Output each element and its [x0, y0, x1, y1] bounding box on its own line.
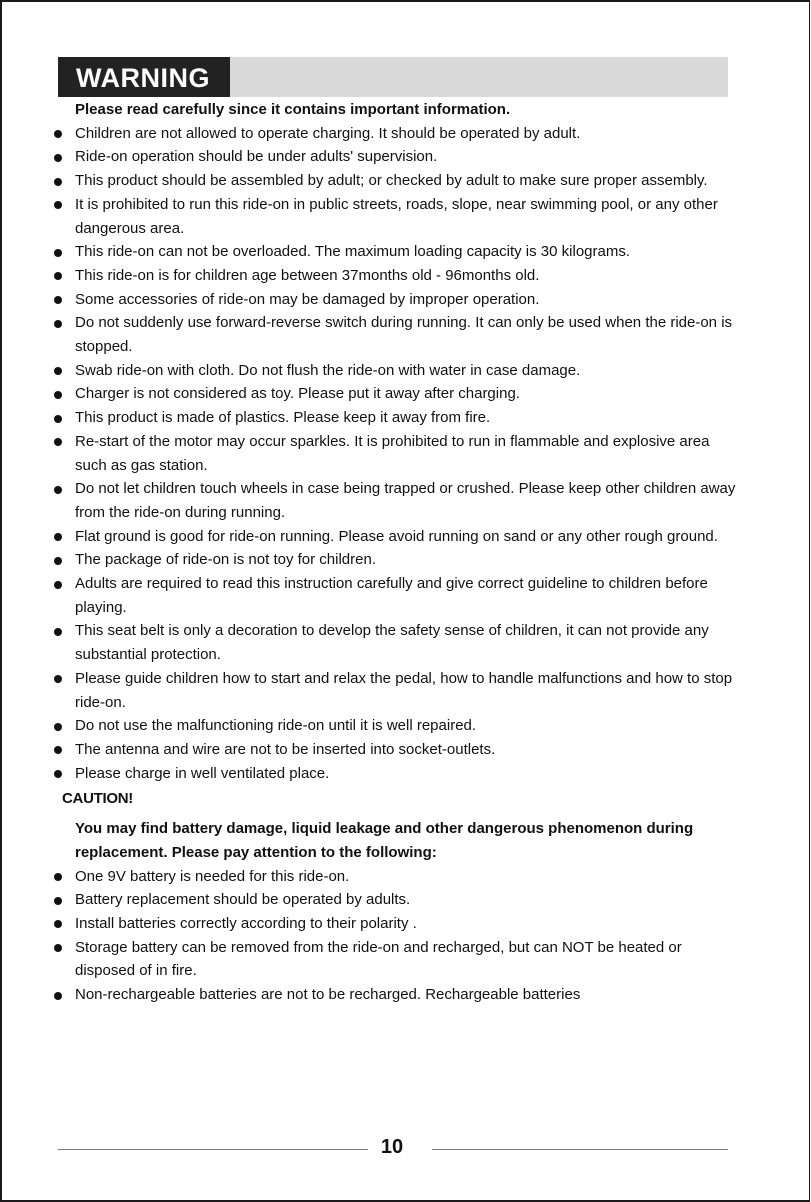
list-item	[52, 762, 742, 786]
list-item	[52, 525, 742, 549]
page-number: 10	[380, 1136, 404, 1158]
list-item	[52, 477, 742, 524]
bullet-icon	[54, 557, 62, 565]
bullet-icon	[54, 581, 62, 589]
list-item	[52, 667, 742, 714]
bullet-icon	[54, 178, 62, 186]
list-item-text: Swab ride-on with cloth. Do not flush the ride-on with water in case damage.	[75, 361, 581, 379]
list-item-text: Do not let children touch wheels in case being trapped or crushed. Please keep other children away from the ride-on during running.	[75, 480, 736, 521]
list-item	[52, 359, 742, 383]
list-item	[52, 865, 742, 889]
list-item	[52, 738, 742, 762]
bullet-icon	[54, 272, 62, 280]
list-item	[52, 240, 742, 264]
list-item-text: This product should be assembled by adult; or checked by adult to make sure proper assembly.	[75, 172, 708, 190]
list-item-text: This product is made of plastics. Please keep it away from fire.	[75, 409, 491, 427]
warning-title: WARNING	[58, 57, 230, 97]
footer-rule-right	[432, 1149, 728, 1150]
caution-list	[52, 865, 742, 1007]
list-item-text: Please charge in well ventilated place.	[75, 764, 330, 782]
list-item-text: It is prohibited to run this ride-on in public streets, roads, slope, near swimming pool, or any other dangerous area.	[75, 195, 718, 237]
caution-heading: CAUTION!	[62, 790, 133, 808]
list-item-text: Charger is not considered as toy. Please put it away after charging.	[75, 385, 520, 403]
bullet-icon	[54, 154, 62, 162]
list-item	[52, 936, 742, 983]
list-item-text: Battery replacement should be operated by adults.	[75, 891, 411, 909]
bullet-icon	[54, 873, 62, 881]
list-item	[52, 714, 742, 738]
warning-intro: Please read carefully since it contains important information.	[75, 101, 511, 118]
list-item	[52, 311, 742, 358]
bullet-icon	[54, 675, 62, 683]
bullet-icon	[54, 944, 62, 952]
bullet-icon	[54, 201, 62, 209]
footer-rule-left	[58, 1149, 368, 1150]
list-item	[52, 264, 742, 288]
bullet-icon	[54, 533, 62, 541]
bullet-icon	[54, 920, 62, 928]
bullet-icon	[54, 320, 62, 328]
list-item	[52, 548, 742, 572]
list-item-text: Install batteries correctly according to their polarity .	[75, 914, 417, 932]
bullet-icon	[54, 992, 62, 1000]
bullet-icon	[54, 746, 62, 754]
list-item-text: Storage battery can be removed from the ride-on and recharged, but can NOT be heated or disposed of in fire.	[75, 938, 682, 980]
list-item-text: This ride-on is for children age between 37months old - 96months old.	[75, 266, 540, 284]
list-item	[52, 430, 742, 477]
bullet-icon	[54, 770, 62, 778]
list-item	[52, 122, 742, 146]
bullet-icon	[54, 130, 62, 138]
list-item	[52, 983, 742, 1007]
bullet-icon	[54, 296, 62, 304]
list-item	[52, 193, 742, 240]
list-item-text: Flat ground is good for ride-on running. Please avoid running on sand or any other rough ground.	[75, 527, 718, 545]
list-item-text: This ride-on can not be overloaded. The maximum loading capacity is 30 kilograms.	[75, 243, 630, 261]
bullet-icon	[54, 723, 62, 731]
list-item-text: Re-start of the motor may occur sparkles. It is prohibited to run in flammable and explosive area such as gas station.	[75, 432, 710, 474]
list-item-text: The antenna and wire are not to be inserted into socket-outlets.	[75, 740, 496, 758]
list-item-text: The package of ride-on is not toy for children.	[75, 551, 376, 569]
list-item	[52, 572, 742, 619]
list-item-text: Non-rechargeable batteries are not to be recharged. Rechargeable batteries	[75, 986, 581, 1004]
bullet-icon	[54, 367, 62, 375]
bullet-icon	[54, 438, 62, 446]
list-item-text: Please guide children how to start and relax the pedal, how to handle malfunctions and how to stop ride-on.	[75, 669, 733, 711]
bullet-icon	[54, 391, 62, 399]
list-item	[52, 888, 742, 912]
bullet-icon	[54, 628, 62, 636]
list-item	[52, 145, 742, 169]
page-content	[52, 98, 742, 1007]
list-item-text: Adults are required to read this instruction carefully and give correct guideline to children before playing.	[75, 575, 708, 616]
list-item-text: Some accessories of ride-on may be damaged by improper operation.	[75, 290, 540, 308]
list-item	[52, 382, 742, 406]
warning-list	[52, 122, 742, 786]
list-item-text: Do not use the malfunctioning ride-on until it is well repaired.	[75, 717, 477, 735]
bullet-icon	[54, 897, 62, 905]
list-item-text: One 9V battery is needed for this ride-on.	[75, 867, 350, 885]
list-item	[52, 288, 742, 312]
bullet-icon	[54, 415, 62, 423]
list-item	[52, 912, 742, 936]
list-item	[52, 619, 742, 666]
list-item-text: Do not suddenly use forward-reverse switch during running. It can only be used when the ride-on is stopped.	[75, 314, 733, 356]
bullet-icon	[54, 486, 62, 494]
list-item	[52, 406, 742, 430]
list-item-text: This seat belt is only a decoration to develop the safety sense of children, it can not provide any substantial protection.	[75, 622, 709, 664]
list-item	[52, 169, 742, 193]
list-item-text: Ride-on operation should be under adults' supervision.	[75, 148, 438, 166]
bullet-icon	[54, 249, 62, 257]
list-item-text: Children are not allowed to operate charging. It should be operated by adult.	[75, 124, 581, 142]
caution-intro: You may find battery damage, liquid leakage and other dangerous phenomenon during replacement. Please pay attention to the following:	[75, 820, 694, 861]
